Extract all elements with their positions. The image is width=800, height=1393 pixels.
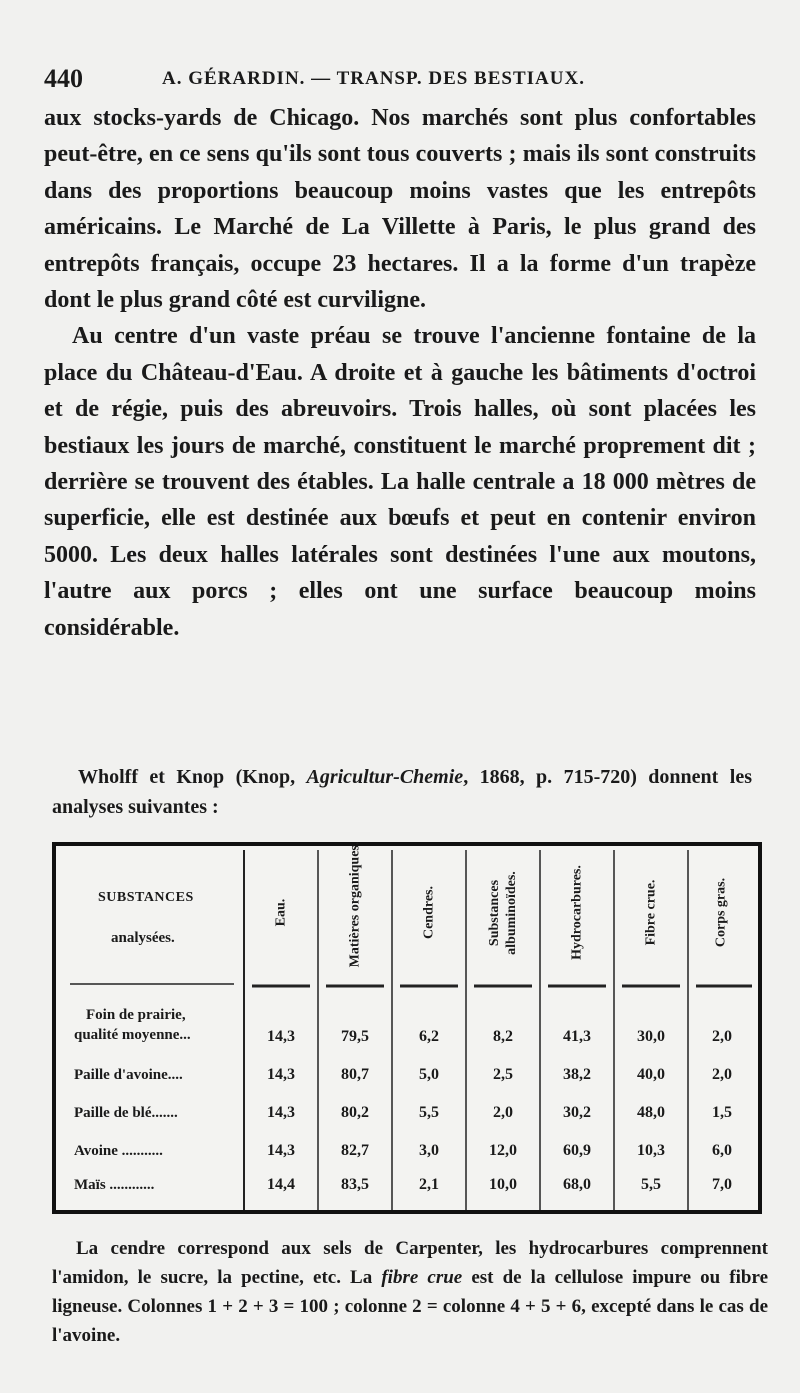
table-cell: 80,2 (341, 1104, 369, 1121)
table-cell: 7,0 (712, 1176, 732, 1193)
paragraph-2: Au centre d'un vaste préau se trouve l'ancienne fontaine de la place du Château-d'Eau. A droite et à gauche les bâtiments d'octroi et de régie, puis des abreuvoirs. Trois halles, où sont placées les bestiaux les jours de marché, constituent le marché proprement dit ; derrière se trouvent des étables. La halle centrale a 18 000 mètres de superficie, elle est destinée aux bœufs et peut en contenir environ 5000. Les deux halles latérales sont destinées l'une aux moutons, l'autre aux porcs ; elles ont une surface beaucoup moins considérable. (44, 323, 756, 641)
footnote-text-a: La cendre correspond aux sels de Carpenter, les hydrocarbures comprennent l'amidon, le sucre, la pectine, etc. La (52, 1238, 768, 1288)
table-cell: 38,2 (563, 1066, 591, 1083)
table-cell: 8,2 (493, 1028, 513, 1045)
col-head-fibre: Fibre crue. (643, 879, 659, 946)
table-cell: 68,0 (563, 1176, 591, 1193)
table-cell: 5,5 (419, 1104, 439, 1121)
col-head-eau: Eau. (273, 898, 289, 927)
table-cell: 3,0 (419, 1142, 439, 1159)
table-cell: 10,0 (489, 1176, 517, 1193)
table-cell: 80,7 (341, 1066, 369, 1083)
table-cell: 79,5 (341, 1028, 369, 1045)
table-cell: 2,0 (493, 1104, 513, 1121)
footnote-italic: fibre crue (381, 1267, 463, 1288)
col-head-substances: Substances albuminoïdes. (487, 871, 519, 955)
intro-text-a: Wholff et Knop (Knop, (78, 766, 307, 788)
table-cell: 10,3 (637, 1142, 665, 1159)
footnote-text-b: est de la cellulose impure ou fibre ligneuse. Colonnes 1 + 2 + 3 = 100 ; colonne 2 = colonne 4 + 5 + 6, excepté dans le cas de l'avoine. (52, 1267, 768, 1346)
table-cell: 2,0 (712, 1028, 732, 1045)
row-label: Avoine ........... (74, 1143, 163, 1159)
table-cell: 2,5 (493, 1066, 513, 1083)
table-cell: 1,5 (712, 1104, 732, 1121)
footnote (52, 1234, 768, 1350)
table-cell: 41,3 (563, 1028, 591, 1045)
table-cell: 14,3 (267, 1104, 295, 1121)
body-text (44, 100, 756, 646)
table-cell: 14,3 (267, 1066, 295, 1083)
row-label: Foin de prairie, (86, 1007, 186, 1023)
page-number: 440 (44, 64, 83, 93)
row-label: Paille d'avoine.... (74, 1067, 183, 1083)
table-cell: 83,5 (341, 1176, 369, 1193)
col-head-hydrocarbures: Hydrocarbures. (569, 865, 585, 960)
header-analysees: analysées. (111, 930, 175, 946)
table-cell: 5,5 (641, 1176, 661, 1193)
table-cell: 2,0 (712, 1066, 732, 1083)
table-cell: 5,0 (419, 1066, 439, 1083)
table-cell: 12,0 (489, 1142, 517, 1159)
table-cell: 14,4 (267, 1176, 295, 1193)
row-label: Paille de blé....... (74, 1105, 178, 1121)
col-head-corps-gras: Corps gras. (713, 877, 729, 948)
col-head-cendres: Cendres. (421, 885, 437, 940)
table-cell: 6,2 (419, 1028, 439, 1045)
page-header (44, 62, 764, 98)
analysis-table (52, 842, 762, 1214)
table-cell: 2,1 (419, 1176, 439, 1193)
table-cell: 48,0 (637, 1104, 665, 1121)
header-substances: SUBSTANCES (98, 890, 194, 905)
table-cell: 30,2 (563, 1104, 591, 1121)
table-cell: 82,7 (341, 1142, 369, 1159)
table-cell: 14,3 (267, 1142, 295, 1159)
table-cell: 40,0 (637, 1066, 665, 1083)
table-cell: 14,3 (267, 1028, 295, 1045)
table-intro (52, 762, 752, 822)
intro-book-title: Agricultur-Chemie (306, 766, 464, 788)
row-label-2: qualité moyenne... (74, 1027, 191, 1043)
running-head: A. GÉRARDIN. — TRANSP. DES BESTIAUX. (162, 68, 585, 89)
table-cell: 60,9 (563, 1142, 591, 1159)
table-cell: 6,0 (712, 1142, 732, 1159)
paragraph-1: aux stocks-yards de Chicago. Nos marchés sont plus confortables peut-être, en ce sens qu'ils sont tous couverts ; mais ils sont construits dans des proportions beaucoup moins vastes que les entrepôts américains. Le Marché de La Villette à Paris, le plus grand des entrepôts français, occupe 23 hectares. Il a la forme d'un trapèze dont le plus grand côté est curviligne. (44, 105, 756, 314)
table-cell: 30,0 (637, 1028, 665, 1045)
row-label: Maïs ............ (74, 1177, 155, 1193)
col-head-matieres: Matières organiques. (347, 841, 363, 968)
intro-text-b: , 1868, p. 715-720) donnent les analyses suivantes : (52, 766, 752, 818)
